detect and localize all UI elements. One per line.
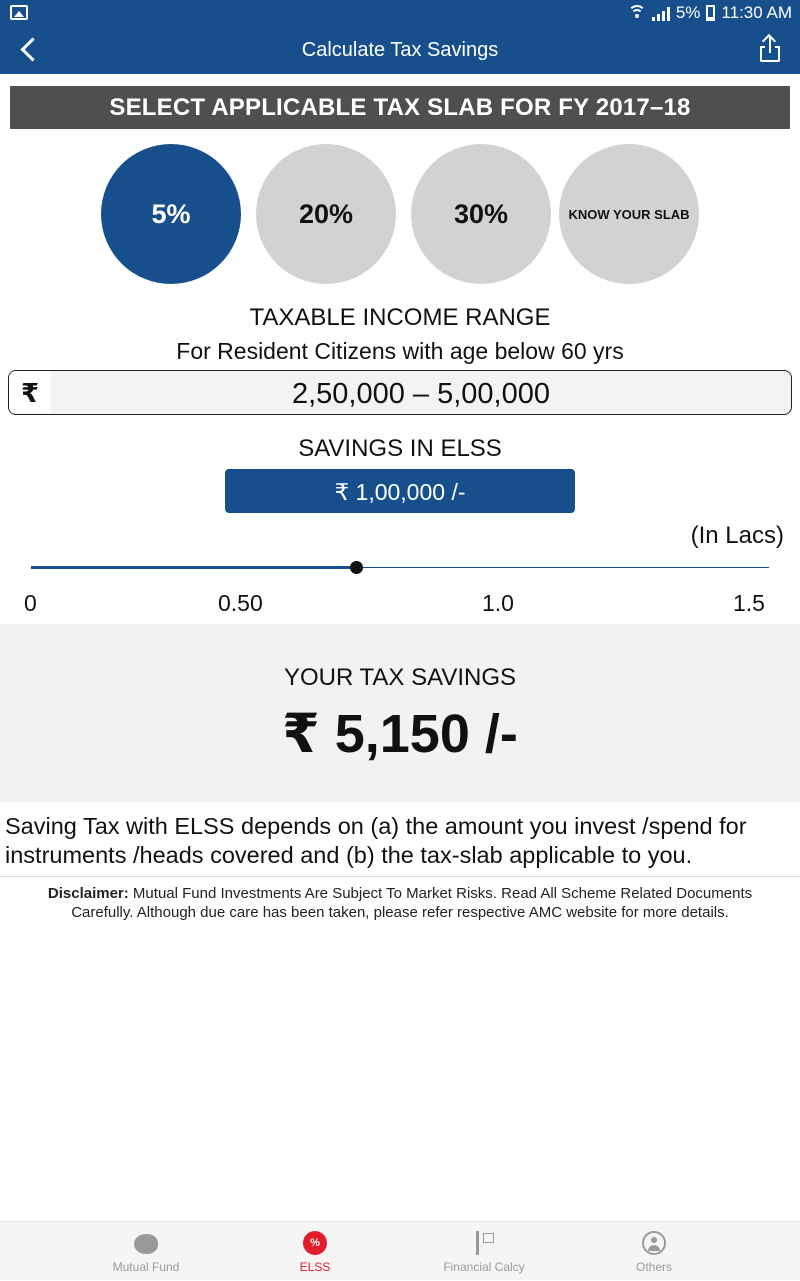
slider-unit-label: (In Lacs) <box>690 522 784 549</box>
savings-amount-display: ₹ 1,00,000 /- <box>225 469 575 513</box>
know-your-slab-button[interactable]: KNOW YOUR SLAB <box>559 144 699 284</box>
nav-others[interactable] <box>574 1222 734 1281</box>
savings-slider[interactable] <box>31 566 769 570</box>
disclaimer <box>20 884 780 922</box>
share-icon[interactable] <box>758 34 782 64</box>
income-range-field <box>8 370 792 415</box>
nav-financial-calcy[interactable] <box>404 1222 564 1281</box>
signal-icon <box>652 6 670 21</box>
slider-tick-label: 1.0 <box>482 590 514 616</box>
nav-elss[interactable] <box>235 1222 395 1281</box>
income-range-subtitle: For Resident Citizens with age below 60 yrs <box>176 338 624 364</box>
nav-label: Mutual Fund <box>112 1260 180 1274</box>
tax-slab-header: SELECT APPLICABLE TAX SLAB FOR FY 2017–18 <box>10 86 790 129</box>
slider-tick-label: 1.5 <box>733 590 765 616</box>
divider <box>0 876 800 877</box>
page-title: Calculate Tax Savings <box>301 39 499 61</box>
slider-tick-label: 0.50 <box>218 590 263 616</box>
battery-icon <box>706 5 715 21</box>
slab-30-percent-button[interactable]: 30% <box>411 144 551 284</box>
tax-savings-label: YOUR TAX SAVINGS <box>283 664 517 691</box>
nav-label: Financial Calcy <box>443 1260 525 1274</box>
slab-20-percent-button[interactable]: 20% <box>256 144 396 284</box>
status-bar <box>0 0 800 26</box>
tax-slab-selector <box>0 144 800 284</box>
nav-label: ELSS <box>299 1260 331 1274</box>
piggy-bank-icon <box>134 1234 158 1254</box>
app-bar <box>0 26 800 74</box>
wifi-icon <box>628 5 646 21</box>
disclaimer-heading: Disclaimer: <box>47 885 129 902</box>
nav-label: Others <box>635 1260 672 1274</box>
tax-savings-result <box>0 624 800 802</box>
tax-savings-amount: ₹ 5,150 /- <box>282 704 518 764</box>
percent-icon: % <box>303 1231 327 1255</box>
elss-info-text: Saving Tax with ELSS depends on (a) the amount you invest /spend for instruments /heads covered and (b) the tax-slab applicable to you. <box>5 813 747 868</box>
disclaimer-text: Mutual Fund Investments Are Subject To Market Risks. Read All Scheme Related Documents Carefully. Although due care has been taken, please refer respective AMC website for more details. <box>71 885 753 921</box>
income-range-title: TAXABLE INCOME RANGE <box>249 304 551 331</box>
nav-mutual-fund[interactable] <box>66 1222 226 1281</box>
slider-fill <box>31 566 356 569</box>
slider-tick-label: 0 <box>24 590 37 616</box>
slab-5-percent-button[interactable]: 5% <box>101 144 241 284</box>
slider-thumb[interactable] <box>350 561 363 574</box>
user-circle-icon <box>642 1231 666 1255</box>
savings-title: SAVINGS IN ELSS <box>298 435 502 462</box>
status-time: 11:30 AM <box>721 3 792 22</box>
bottom-navigation <box>0 1221 800 1280</box>
rupee-icon: ₹ <box>9 371 51 413</box>
battery-percent: 5% <box>675 3 701 22</box>
income-range-value: 2,50,000 – 5,00,000 <box>291 378 550 410</box>
gallery-icon <box>10 5 28 20</box>
calculator-person-icon <box>476 1231 490 1255</box>
